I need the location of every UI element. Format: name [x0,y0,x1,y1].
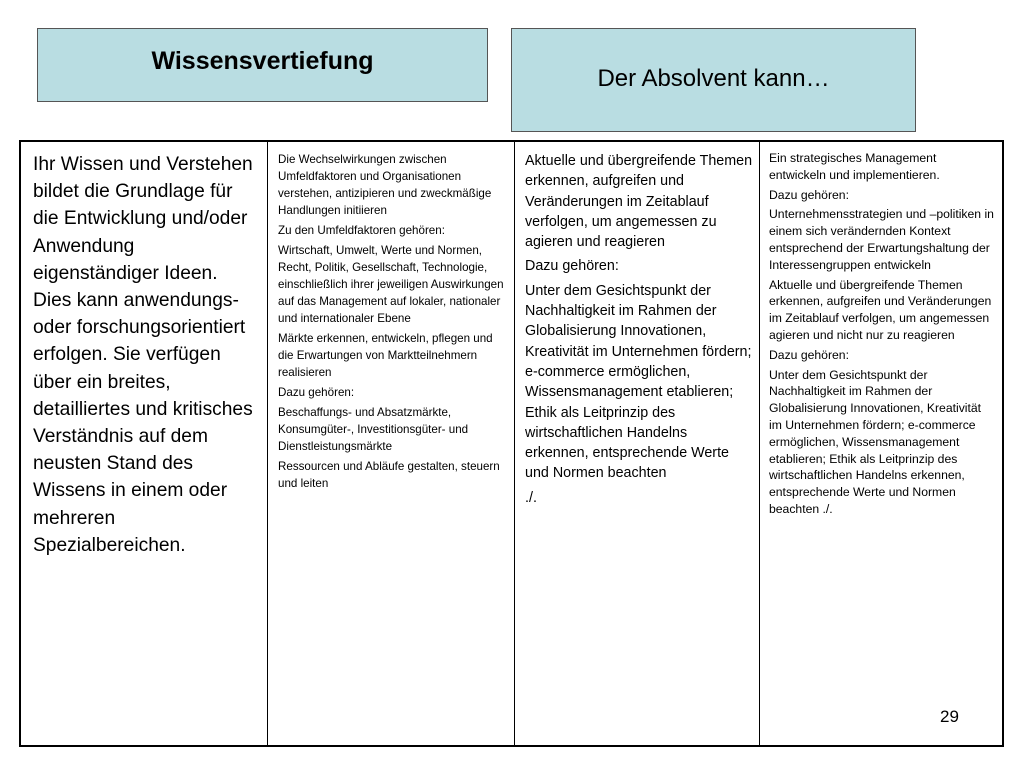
column-paragraph: ./. [525,489,537,506]
column-paragraph: Aktuelle und übergreifende Themen erkennen, aufgreifen und Veränderungen im Zeitablauf verfolgen, um angemessen agieren und nicht nur zu reagieren [769,277,992,342]
column-paragraph: Märkte erkennen, entwickeln, pflegen und die Erwartungen von Marktteilnehmern realisieren [278,332,493,379]
column-paragraph: Ihr Wissen und Verstehen bildet die Grundlage für die Entwicklung und/oder Anwendung eigenständiger Ideen. Dies kann anwendungs- oder forschungsorientiert erfolgen. Sie verfügen über ein breites, detailliertes und kritisches Verständnis auf dem neusten Stand des Wissens in einem oder mehreren Spezialbereichen. [33,154,253,556]
column-current-topics [515,142,760,745]
column-paragraph: Aktuelle und übergreifende Themen erkennen, aufgreifen und Veränderungen im Zeitablauf verfolgen, um angemessen zu agieren und reagieren [525,153,753,251]
section-title: Wissensvertiefung [151,46,374,75]
column-paragraph: Dazu gehören: [769,187,849,202]
column-definition [21,142,268,745]
column-paragraph: Unternehmensstrategien und –politiken in einem sich verändernden Kontext entsprechend der Erwartungshaltung der Interessengruppen entwickeln [769,207,994,272]
header-box-right [511,28,916,132]
header-box-left [37,28,488,102]
column-strategic-management [760,142,1002,745]
column-paragraph: Beschaffungs- und Absatzmärkte, Konsumgüter-, Investitionsgüter- und Dienstleistungsmärkte [278,406,469,453]
column-paragraph: Dazu gehören: [525,258,619,275]
column-paragraph: Unter dem Gesichtspunkt der Nachhaltigkeit im Rahmen der Globalisierung Innovationen, Kreativität im Unternehmen fördern; e-commerce ermöglichen, Wissensmanagement etablieren; Ethik als Leitprinzip des wirtschaftlichen Handelns erkennen, entsprechende Werte und Normen beachten [525,282,752,482]
column-paragraph: Ressourcen und Abläufe gestalten, steuern und leiten [278,460,500,490]
column-paragraph: Wirtschaft, Umwelt, Werte und Normen, Recht, Politik, Gesellschaft, Technologie, einschließlich ihrer jeweiligen Auswirkungen auf das Management auf lokaler, nationaler und internationaler Ebene [278,244,504,325]
content-table [19,140,1004,747]
page-number: 29 [940,707,959,726]
column-paragraph: Zu den Umfeldfaktoren gehören: [278,224,445,237]
column-paragraph: Ein strategisches Management entwickeln und implementieren. [769,151,940,182]
subtitle: Der Absolvent kann… [597,65,830,92]
column-paragraph: Dazu gehören: [769,347,849,362]
column-paragraph: Unter dem Gesichtspunkt der Nachhaltigkeit im Rahmen der Globalisierung Innovationen, Kreativität im Unternehmen fördern; e-commerce ermöglichen, Wissensmanagement etablieren; Ethik als Leitprinzip des wirtschaftlichen Handelns erkennen, entsprechende Werte und Normen beachten ./. [769,367,982,516]
column-environment-factors [268,142,515,745]
column-paragraph: Dazu gehören: [278,386,355,399]
column-paragraph: Die Wechselwirkungen zwischen Umfeldfaktoren und Organisationen verstehen, antizipieren und zweckmäßige Handlungen initiieren [278,153,492,217]
